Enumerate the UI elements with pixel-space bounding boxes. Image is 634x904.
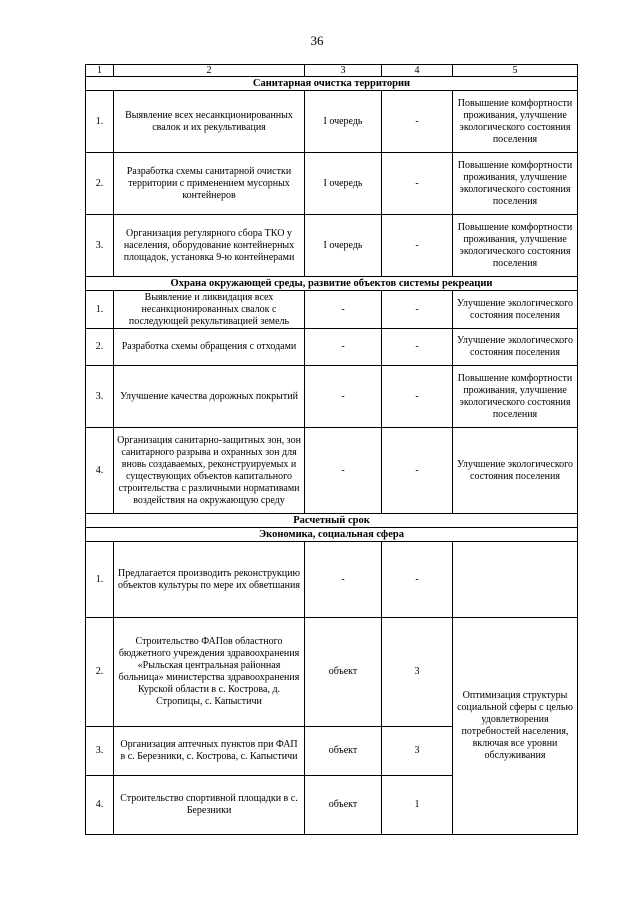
row-number: 4. xyxy=(86,776,114,835)
column-number: 2 xyxy=(114,65,305,77)
section-title: Санитарная очистка территории xyxy=(86,77,578,91)
measure-cell: Организация санитарно-защитных зон, зон санитарного разрыва и охранных зон для вновь создаваемых, реконструируемых и существующих объектов капитального строительства с различными нормативами воздействия на окружающую среду xyxy=(114,428,305,514)
column-numbers-row xyxy=(86,65,578,77)
table-row xyxy=(86,542,578,618)
stage-cell: - xyxy=(305,291,382,329)
measure-cell: Разработка схемы обращения с отходами xyxy=(114,329,305,366)
row-number: 1. xyxy=(86,542,114,618)
column-number: 3 xyxy=(305,65,382,77)
page-number: 36 xyxy=(310,33,324,48)
measure-cell: Строительство спортивной площадки в с. Березники xyxy=(114,776,305,835)
section-title: Охрана окружающей среды, развитие объектов системы рекреации xyxy=(86,277,578,291)
result-cell: Улучшение экологического состояния поселения xyxy=(453,291,578,329)
value-cell: - xyxy=(382,153,453,215)
row-number: 2. xyxy=(86,329,114,366)
value-cell: 3 xyxy=(382,618,453,727)
result-cell: Повышение комфортности проживания, улучшение экологического состояния поселения xyxy=(453,153,578,215)
measure-cell: Предлагается производить реконструкцию объектов культуры по мере их обветшания xyxy=(114,542,305,618)
stage-cell: I очередь xyxy=(305,215,382,277)
row-number: 4. xyxy=(86,428,114,514)
stage-cell: объект xyxy=(305,776,382,835)
result-cell: Улучшение экологического состояния поселения xyxy=(453,428,578,514)
result-cell xyxy=(453,542,578,618)
measure-cell: Улучшение качества дорожных покрытий xyxy=(114,366,305,428)
measure-cell: Выявление и ликвидация всех несанкционированных свалок с последующей рекультивацией земель xyxy=(114,291,305,329)
stage-cell: - xyxy=(305,329,382,366)
measure-cell: Выявление всех несанкционированных свалок и их рекультивация xyxy=(114,91,305,153)
table-row xyxy=(86,366,578,428)
measure-cell: Организация регулярного сбора ТКО у населения, оборудование контейнерных площадок, установка 9-ю контейнерами xyxy=(114,215,305,277)
stage-cell: - xyxy=(305,542,382,618)
measure-cell: Организация аптечных пунктов при ФАП в с. Березники, с. Кострова, с. Капыстичи xyxy=(114,727,305,776)
value-cell: - xyxy=(382,542,453,618)
row-number: 2. xyxy=(86,153,114,215)
section-header-sanitary xyxy=(86,77,578,91)
measure-cell: Строительство ФАПов областного бюджетного учреждения здравоохранения «Рыльская центральная районная больница» министерства здравоохранения Курской области в с. Кострова, д. Стропицы, с. Капыстичи xyxy=(114,618,305,727)
value-cell: - xyxy=(382,366,453,428)
column-number: 4 xyxy=(382,65,453,77)
section-header-estimated-term xyxy=(86,514,578,528)
value-cell: 1 xyxy=(382,776,453,835)
table-row xyxy=(86,428,578,514)
result-cell: Повышение комфортности проживания, улучшение экологического состояния поселения xyxy=(453,366,578,428)
section-header-economy xyxy=(86,528,578,542)
value-cell: - xyxy=(382,91,453,153)
stage-cell: объект xyxy=(305,727,382,776)
table-row xyxy=(86,329,578,366)
row-number: 3. xyxy=(86,366,114,428)
value-cell: - xyxy=(382,428,453,514)
table-row xyxy=(86,153,578,215)
value-cell: - xyxy=(382,215,453,277)
section-title: Экономика, социальная сфера xyxy=(86,528,578,542)
stage-cell: - xyxy=(305,366,382,428)
row-number: 3. xyxy=(86,215,114,277)
result-cell: Повышение комфортности проживания, улучшение экологического состояния поселения xyxy=(453,215,578,277)
column-number: 5 xyxy=(453,65,578,77)
section-title: Расчетный срок xyxy=(86,514,578,528)
table-row xyxy=(86,618,578,727)
result-cell: Оптимизация структуры социальной сферы с целью удовлетворения потребностей населения, включая все уровни обслуживания xyxy=(453,618,578,835)
table-row xyxy=(86,215,578,277)
stage-cell: объект xyxy=(305,618,382,727)
section-header-environment xyxy=(86,277,578,291)
result-cell: Улучшение экологического состояния поселения xyxy=(453,329,578,366)
measures-table xyxy=(85,64,578,835)
stage-cell: - xyxy=(305,428,382,514)
column-number: 1 xyxy=(86,65,114,77)
row-number: 1. xyxy=(86,291,114,329)
value-cell: 3 xyxy=(382,727,453,776)
row-number: 1. xyxy=(86,91,114,153)
measure-cell: Разработка схемы санитарной очистки территории с применением мусорных контейнеров xyxy=(114,153,305,215)
stage-cell: I очередь xyxy=(305,153,382,215)
table-row xyxy=(86,91,578,153)
table-row xyxy=(86,291,578,329)
row-number: 2. xyxy=(86,618,114,727)
value-cell: - xyxy=(382,291,453,329)
value-cell: - xyxy=(382,329,453,366)
row-number: 3. xyxy=(86,727,114,776)
result-cell: Повышение комфортности проживания, улучшение экологического состояния поселения xyxy=(453,91,578,153)
stage-cell: I очередь xyxy=(305,91,382,153)
